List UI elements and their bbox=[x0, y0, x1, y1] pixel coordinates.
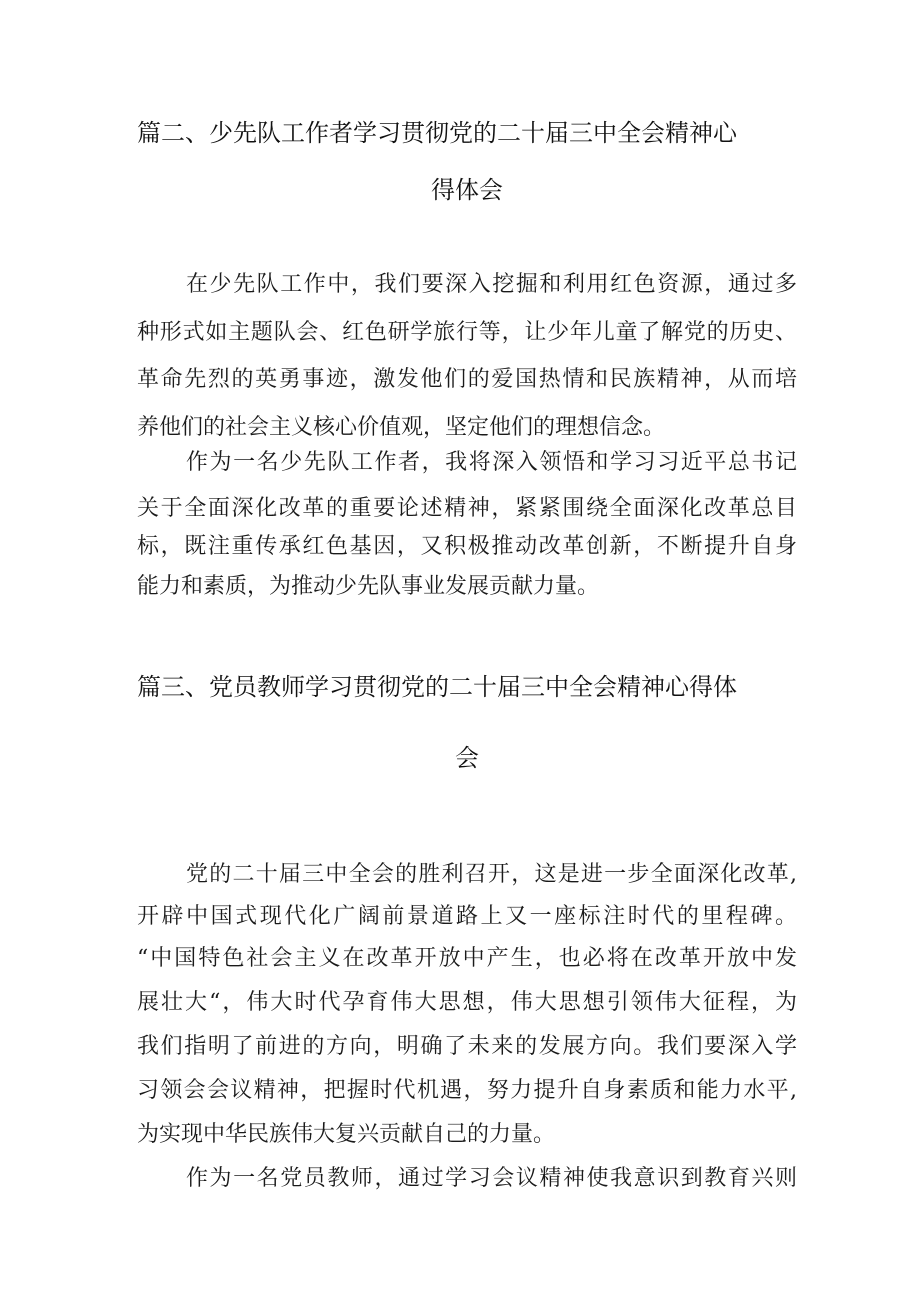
paragraph-line: 养他们的社会主义核心价值观，坚定他们的理想信念。 bbox=[137, 415, 666, 440]
paragraph-line: 作为一名党员教师，通过学习会议精神使我意识到教育兴则 bbox=[186, 1166, 797, 1191]
paragraph-line: 关于全面深化改革的重要论述精神，紧紧围绕全面深化改革总目 bbox=[137, 496, 797, 521]
paragraph-line: 标，既注重传承红色基因，又积极推动改革创新，不断提升自身 bbox=[137, 534, 797, 559]
paragraph-line: 种形式如主题队会、红色研学旅行等，让少年儿童了解党的历史、 bbox=[137, 320, 797, 345]
paragraph-line: 革命先烈的英勇事迹，激发他们的爱国热情和民族精神，从而培 bbox=[137, 367, 797, 392]
section-heading-3: 篇三、党员教师学习贯彻党的二十届三中全会精神心得体 bbox=[137, 673, 737, 701]
paragraph-line: 我们指明了前进的方向，明确了未来的发展方向。我们要深入学 bbox=[137, 1034, 797, 1059]
paragraph-line: 在少先队工作中，我们要深入挖掘和利用红色资源，通过多 bbox=[186, 272, 797, 297]
paragraph-line: “中国特色社会主义在改革开放中产生，也必将在改革开放中发 bbox=[137, 946, 797, 971]
section-heading-2: 篇二、少先队工作者学习贯彻党的二十届三中全会精神心 bbox=[137, 119, 737, 147]
paragraph-line: 能力和素质，为推动少先队事业发展贡献力量。 bbox=[137, 574, 600, 599]
paragraph-line: 党的二十届三中全会的胜利召开，这是进一步全面深化改革, bbox=[186, 862, 797, 887]
section-heading-2-continued: 得体会 bbox=[431, 176, 503, 204]
paragraph-line: 作为一名少先队工作者，我将深入领悟和学习习近平总书记 bbox=[186, 450, 797, 475]
paragraph-line: 展壮大“，伟大时代孕育伟大思想，伟大思想引领伟大征程，为 bbox=[137, 990, 797, 1015]
paragraph-line: 为实现中华民族伟大复兴贡献自己的力量。 bbox=[137, 1122, 556, 1147]
paragraph-line: 开辟中国式现代化广阔前景道路上又一座标注时代的里程碑。 bbox=[137, 904, 797, 929]
section-heading-3-continued: 会 bbox=[455, 744, 479, 772]
paragraph-line: 习领会会议精神，把握时代机遇，努力提升自身素质和能力水平, bbox=[137, 1078, 797, 1103]
